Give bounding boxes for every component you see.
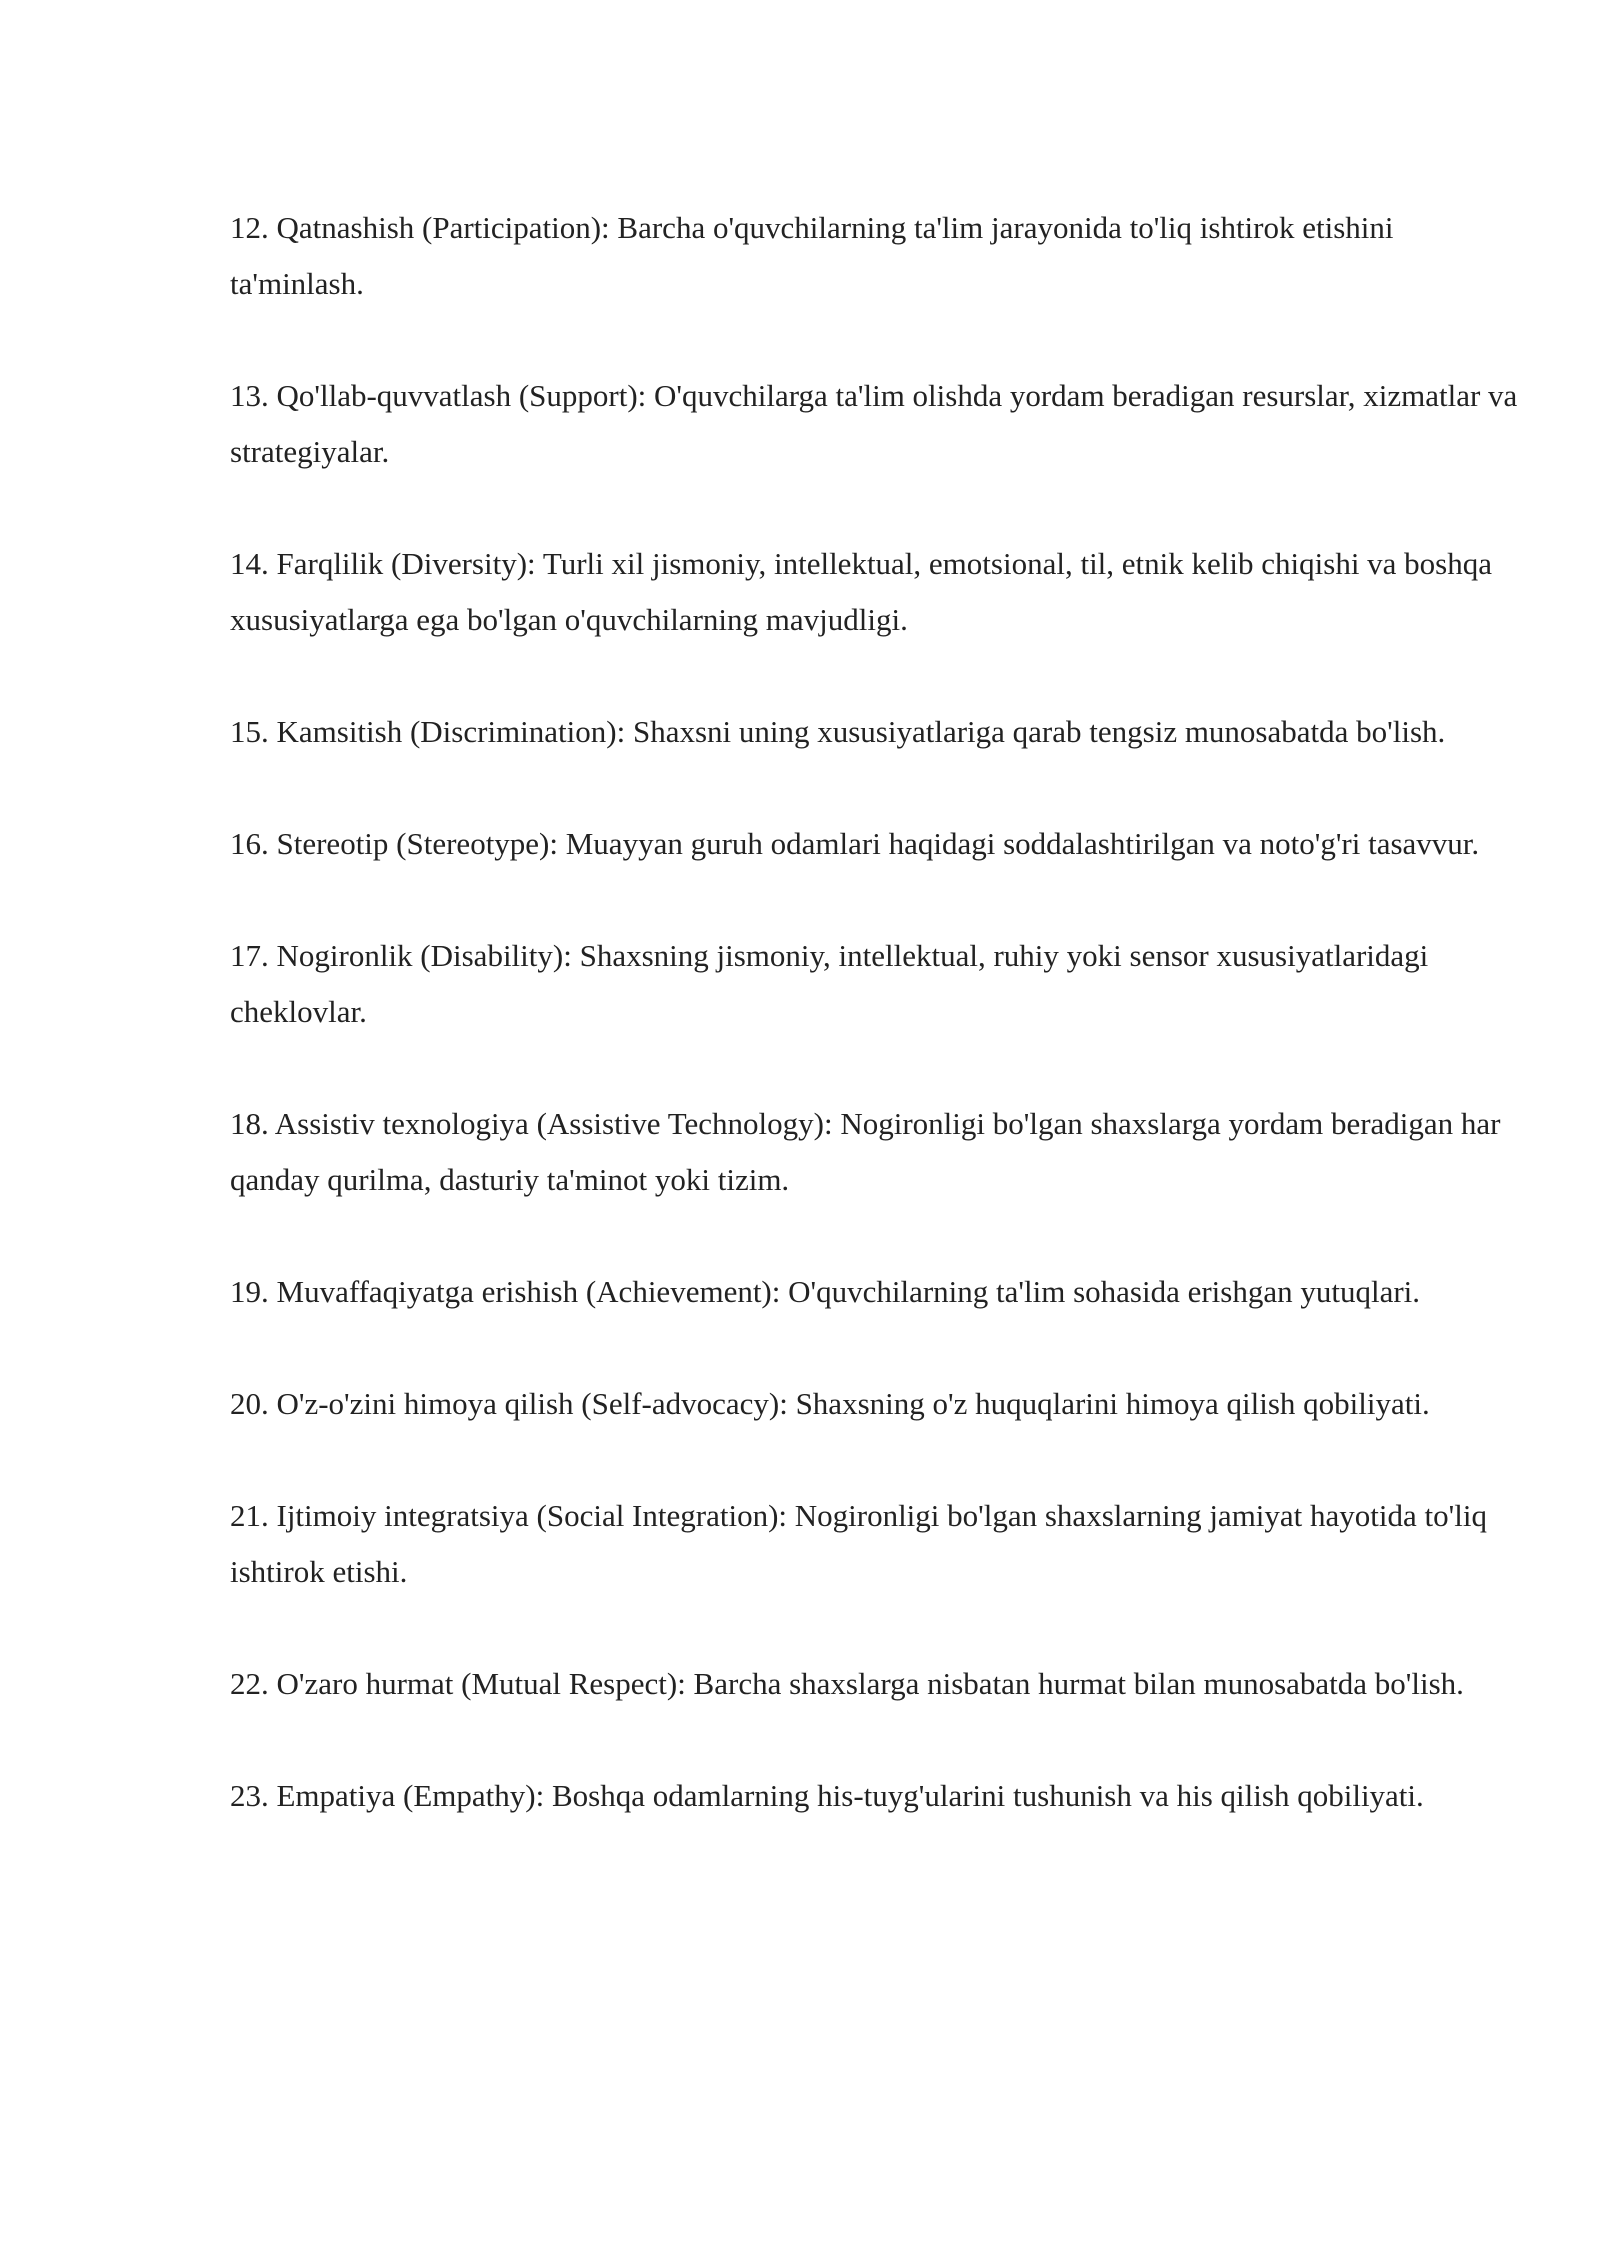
entry-number: 15. (230, 714, 269, 749)
glossary-list (230, 200, 1520, 1880)
entry-text: O'zaro hurmat (Mutual Respect): Barcha shaxslarga nisbatan hurmat bilan munosabatda bo'lish. (276, 1666, 1464, 1701)
entry-text: Qatnashish (Participation): Barcha o'quvchilarning ta'lim jarayonida to'liq ishtirok etishini ta'minlash. (230, 210, 1394, 301)
entry-text: Assistiv texnologiya (Assistive Technology): Nogironligi bo'lgan shaxslarga yordam beradigan har qanday qurilma, dasturiy ta'minot yoki tizim. (230, 1106, 1501, 1197)
entry-number: 18. (230, 1106, 269, 1141)
entry-text: Kamsitish (Discrimination): Shaxsni uning xususiyatlariga qarab tengsiz munosabatda bo'lish. (276, 714, 1446, 749)
entry-number: 13. (230, 378, 269, 413)
glossary-entry-19 (230, 1264, 1520, 1320)
entry-text: Ijtimoiy integratsiya (Social Integration): Nogironligi bo'lgan shaxslarning jamiyat hayotida to'liq ishtirok etishi. (230, 1498, 1487, 1589)
glossary-entry-14 (230, 536, 1520, 648)
glossary-entry-13 (230, 368, 1520, 480)
glossary-entry-15 (230, 704, 1520, 760)
entry-text: Farqlilik (Diversity): Turli xil jismoniy, intellektual, emotsional, til, etnik kelib chiqishi va boshqa xususiyatlarga ega bo'lgan o'quvchilarning mavjudligi. (230, 546, 1493, 637)
entry-number: 23. (230, 1778, 269, 1813)
entry-text: Muvaffaqiyatga erishish (Achievement): O'quvchilarning ta'lim sohasida erishgan yutuqlari. (276, 1274, 1421, 1309)
entry-number: 21. (230, 1498, 269, 1533)
glossary-entry-18 (230, 1096, 1520, 1208)
entry-number: 16. (230, 826, 269, 861)
entry-number: 22. (230, 1666, 269, 1701)
glossary-entry-23 (230, 1768, 1520, 1824)
glossary-entry-22 (230, 1656, 1520, 1712)
entry-number: 17. (230, 938, 269, 973)
glossary-entry-12 (230, 200, 1520, 312)
entry-number: 19. (230, 1274, 269, 1309)
entry-text: Empatiya (Empathy): Boshqa odamlarning his-tuyg'ularini tushunish va his qilish qobiliyati. (276, 1778, 1424, 1813)
glossary-entry-16 (230, 816, 1520, 872)
entry-number: 14. (230, 546, 269, 581)
glossary-entry-17 (230, 928, 1520, 1040)
entry-text: Qo'llab-quvvatlash (Support): O'quvchilarga ta'lim olishda yordam beradigan resurslar, xizmatlar va strategiyalar. (230, 378, 1518, 469)
entry-text: Nogironlik (Disability): Shaxsning jismoniy, intellektual, ruhiy yoki sensor xususiyatlaridagi cheklovlar. (230, 938, 1429, 1029)
glossary-entry-20 (230, 1376, 1520, 1432)
entry-text: Stereotip (Stereotype): Muayyan guruh odamlari haqidagi soddalashtirilgan va noto'g'ri tasavvur. (276, 826, 1480, 861)
glossary-entry-21 (230, 1488, 1520, 1600)
entry-number: 20. (230, 1386, 269, 1421)
entry-number: 12. (230, 210, 269, 245)
entry-text: O'z-o'zini himoya qilish (Self-advocacy): Shaxsning o'z huquqlarini himoya qilish qobiliyati. (276, 1386, 1430, 1421)
